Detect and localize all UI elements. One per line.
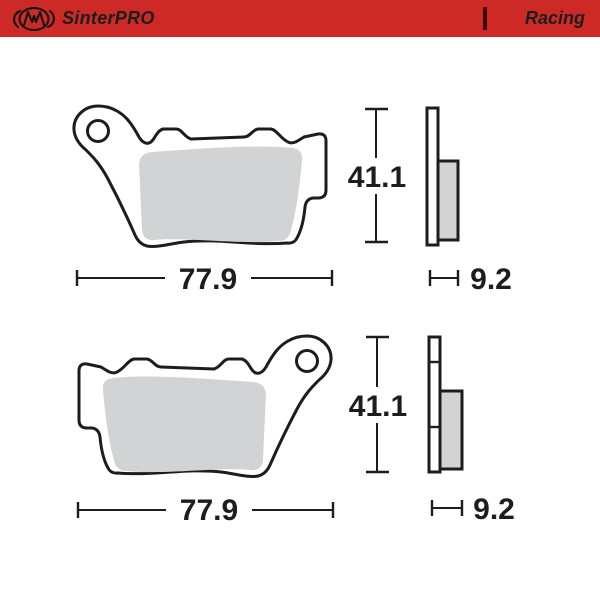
pad-upper-thickness-dimension — [430, 263, 512, 296]
thickness-dimension-label: 9.2 — [470, 263, 512, 296]
pad-lower-face-view — [79, 336, 331, 477]
height-dimension-label: 41.1 — [348, 390, 408, 423]
brand-name: SinterPRO — [62, 8, 155, 28]
moto-master-logo-icon — [12, 3, 56, 35]
header-banner — [0, 0, 600, 37]
thickness-dimension-label: 9.2 — [473, 493, 515, 526]
edge-backplate — [429, 337, 440, 472]
height-dimension-label: 41.1 — [347, 161, 407, 194]
width-dimension-label: 77.9 — [178, 263, 238, 296]
edge-friction-pad — [438, 161, 458, 240]
pad-upper-face — [74, 106, 326, 247]
pad-lower-edge-view — [429, 337, 462, 472]
edge-friction-pad — [440, 391, 462, 469]
pad-lower-height-dimension — [344, 337, 412, 472]
edition-name: Racing — [524, 8, 585, 28]
edge-backplate — [427, 108, 438, 245]
pad-lower-face — [79, 336, 331, 477]
pad-upper-height-dimension — [343, 109, 411, 242]
pad-lower-width-dimension — [78, 494, 333, 527]
header-divider — [483, 7, 487, 30]
width-dimension-label: 77.9 — [179, 494, 239, 527]
pad-lower-thickness-dimension — [432, 493, 515, 526]
pad-upper-width-dimension — [77, 262, 332, 296]
pad-upper-face-view — [74, 106, 326, 247]
pad-upper-edge-view — [427, 108, 458, 245]
